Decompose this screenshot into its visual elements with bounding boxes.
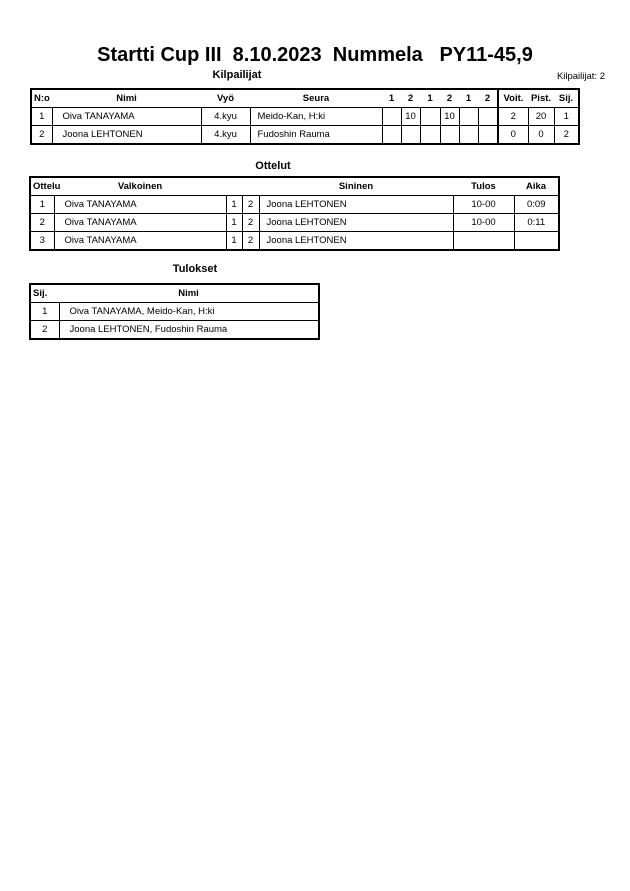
cell-vyo: 4.kyu: [201, 108, 250, 126]
cell-blue-number: 2: [242, 214, 259, 232]
header-no: N:o: [31, 89, 52, 108]
cell-score: [382, 126, 401, 145]
section-title-tulokset: Tulokset: [172, 263, 218, 275]
page-title: Startti Cup III 8.10.2023 Nummela PY11-45,9: [97, 44, 533, 66]
cell-blue-number: 2: [242, 232, 259, 251]
cell-valkoinen: Oiva TANAYAMA: [54, 196, 226, 214]
header-spacer: [226, 177, 242, 196]
cell-ottelu: 3: [30, 232, 54, 251]
cell-white-number: 1: [226, 196, 242, 214]
header-score: 1: [420, 89, 440, 108]
cell-ottelu: 2: [30, 214, 54, 232]
cell-white-number: 1: [226, 214, 242, 232]
cell-sininen: Joona LEHTONEN: [259, 214, 453, 232]
cell-tulos: [453, 232, 514, 251]
table-row: [31, 108, 579, 126]
cell-voit: 2: [498, 108, 528, 126]
header-tulos: Tulos: [453, 177, 514, 196]
table-row: [30, 232, 559, 251]
cell-score: [459, 126, 478, 145]
table-row: [30, 196, 559, 214]
header-score: 1: [459, 89, 478, 108]
cell-score: [382, 108, 401, 126]
cell-sij: 2: [554, 126, 579, 145]
cell-nimi: Oiva TANAYAMA, Meido-Kan, H:ki: [59, 303, 319, 321]
cell-nimi: Joona LEHTONEN: [52, 126, 201, 145]
header-sij: Sij.: [30, 284, 59, 303]
table-row: [30, 321, 319, 340]
table-row: [30, 214, 559, 232]
cell-voit: 0: [498, 126, 528, 145]
cell-tulos: 10-00: [453, 214, 514, 232]
section-title-ottelut: Ottelut: [255, 160, 291, 172]
header-vyo: Vyö: [201, 89, 250, 108]
header-voit: Voit.: [498, 89, 528, 108]
cell-no: 2: [31, 126, 52, 145]
cell-white-number: 1: [226, 232, 242, 251]
table-row: [30, 303, 319, 321]
cell-score: 10: [440, 108, 459, 126]
cell-sij: 2: [30, 321, 59, 340]
cell-sij: 1: [554, 108, 579, 126]
cell-sininen: Joona LEHTONEN: [259, 196, 453, 214]
cell-seura: Fudoshin Rauma: [250, 126, 382, 145]
cell-score: [401, 126, 420, 145]
cell-score: [420, 108, 440, 126]
cell-score: [478, 126, 498, 145]
cell-sininen: Joona LEHTONEN: [259, 232, 453, 251]
header-seura: Seura: [250, 89, 382, 108]
cell-valkoinen: Oiva TANAYAMA: [54, 214, 226, 232]
header-aika: Aika: [514, 177, 559, 196]
kilpailijat-table: [30, 88, 580, 145]
cell-score: [440, 126, 459, 145]
cell-aika: 0:11: [514, 214, 559, 232]
cell-sij: 1: [30, 303, 59, 321]
header-ottelu: Ottelu: [30, 177, 54, 196]
section-title-kilpailijat: Kilpailijat: [212, 69, 262, 81]
header-nimi: Nimi: [59, 284, 319, 303]
header-nimi: Nimi: [52, 89, 201, 108]
header-valkoinen: Valkoinen: [54, 177, 226, 196]
header-score: 1: [382, 89, 401, 108]
cell-tulos: 10-00: [453, 196, 514, 214]
cell-valkoinen: Oiva TANAYAMA: [54, 232, 226, 251]
header-pist: Pist.: [528, 89, 554, 108]
cell-pist: 0: [528, 126, 554, 145]
cell-seura: Meido-Kan, H:ki: [250, 108, 382, 126]
tulokset-table: [29, 283, 320, 340]
header-sij: Sij.: [554, 89, 579, 108]
cell-aika: 0:09: [514, 196, 559, 214]
cell-aika: [514, 232, 559, 251]
table-row: [31, 126, 579, 145]
cell-score: [420, 126, 440, 145]
header-sininen: Sininen: [259, 177, 453, 196]
cell-pist: 20: [528, 108, 554, 126]
cell-score: [478, 108, 498, 126]
header-score: 2: [401, 89, 420, 108]
header-score: 2: [440, 89, 459, 108]
cell-score: 10: [401, 108, 420, 126]
cell-score: [459, 108, 478, 126]
header-spacer: [242, 177, 259, 196]
table-header-row: [31, 89, 579, 108]
header-score: 2: [478, 89, 498, 108]
cell-ottelu: 1: [30, 196, 54, 214]
cell-no: 1: [31, 108, 52, 126]
cell-nimi: Joona LEHTONEN, Fudoshin Rauma: [59, 321, 319, 340]
cell-vyo: 4.kyu: [201, 126, 250, 145]
table-header-row: [30, 177, 559, 196]
competitors-count: Kilpailijat: 2: [556, 71, 605, 82]
ottelut-table: [29, 176, 560, 251]
table-header-row: [30, 284, 319, 303]
cell-nimi: Oiva TANAYAMA: [52, 108, 201, 126]
cell-blue-number: 2: [242, 196, 259, 214]
